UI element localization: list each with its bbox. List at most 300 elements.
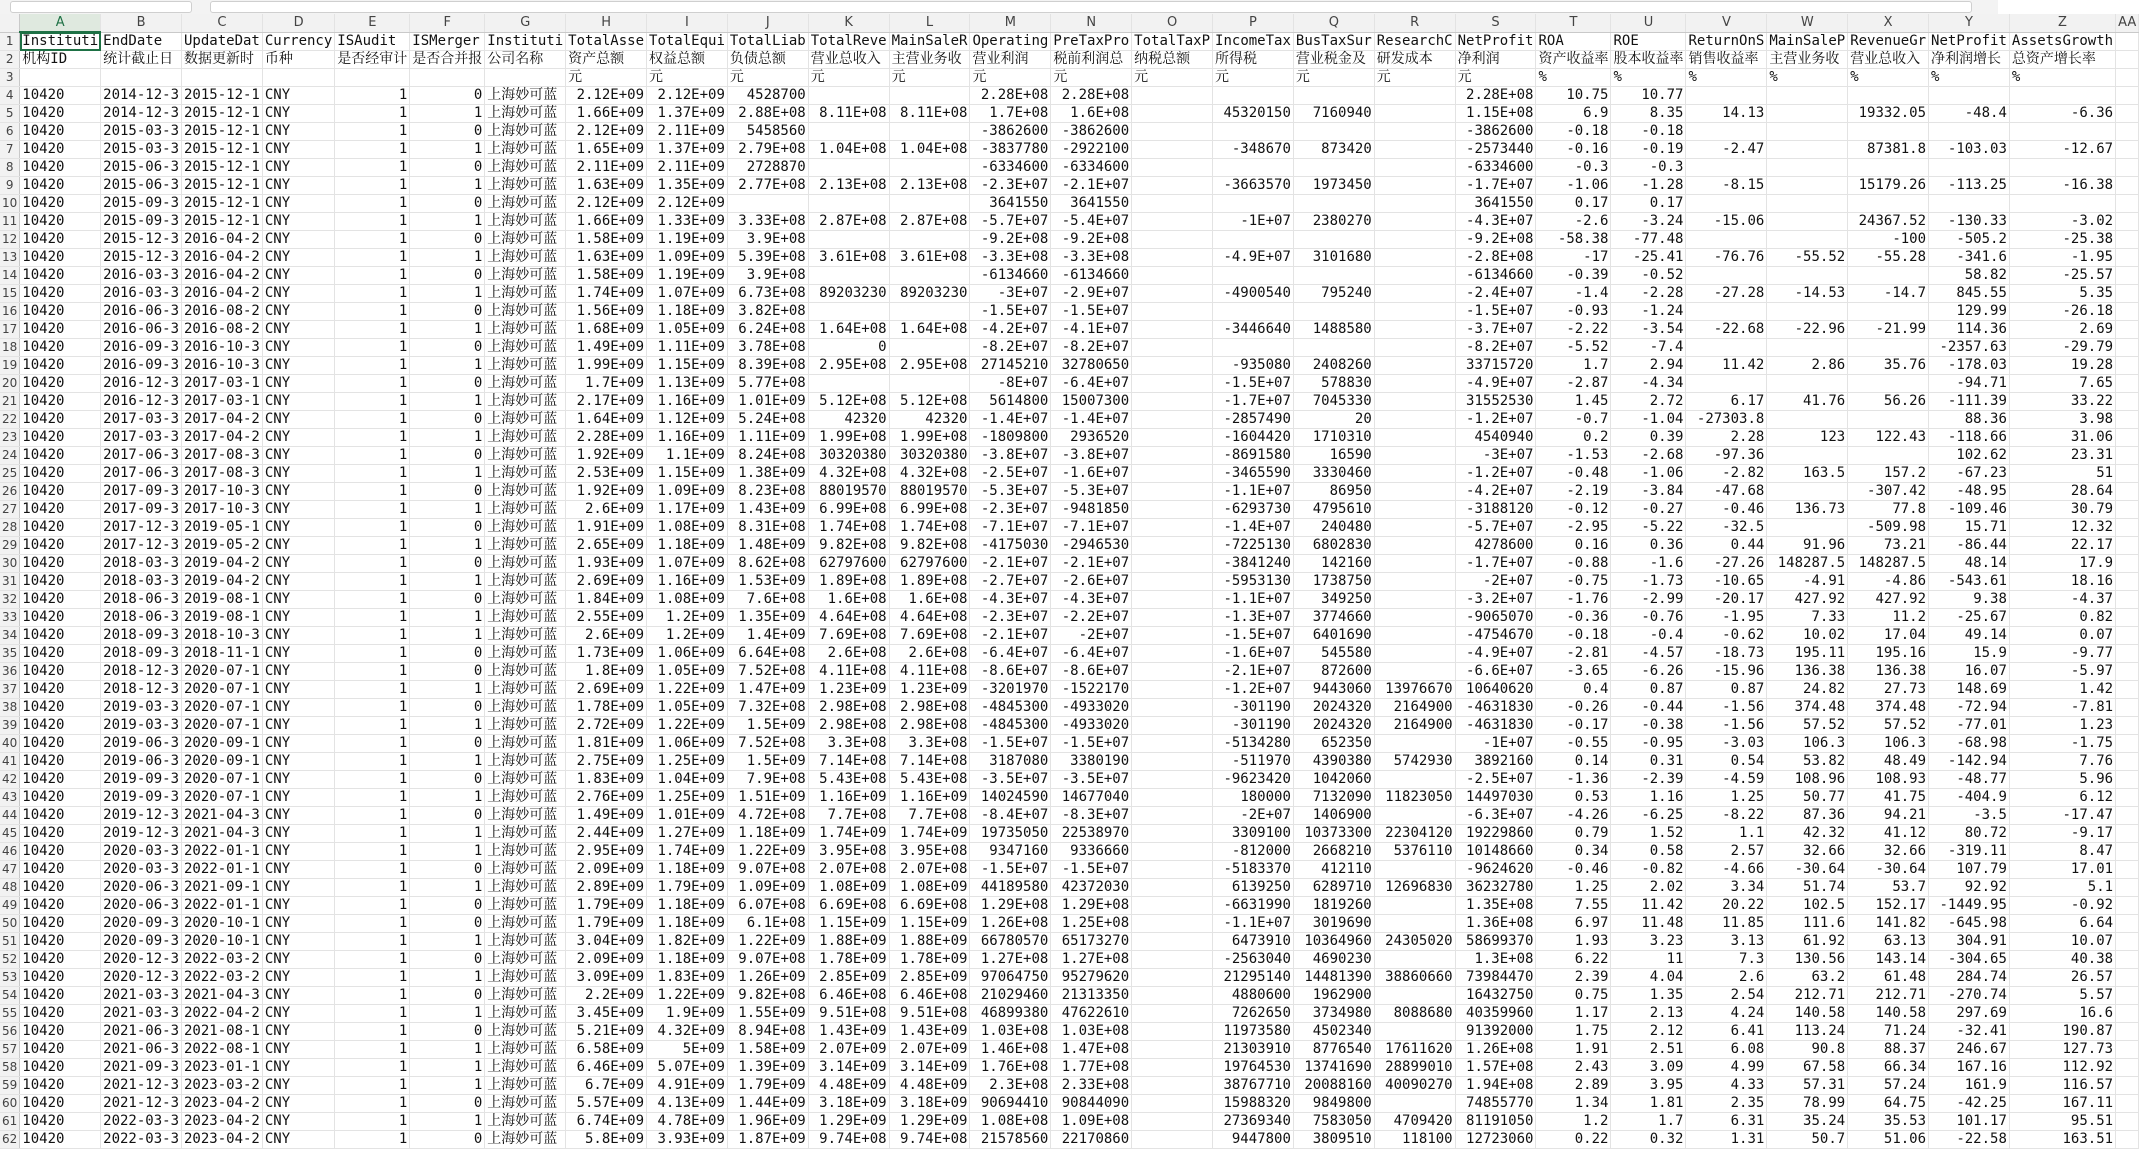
cell[interactable]: 10420 (20, 555, 101, 573)
cell[interactable]: 上海妙可蓝 (485, 663, 566, 681)
cell[interactable]: 2018-03-3 (101, 573, 182, 591)
cell[interactable] (1132, 789, 1213, 807)
cell[interactable]: 10420 (20, 87, 101, 105)
cell[interactable]: -3.3E+08 (1051, 249, 1132, 267)
cell[interactable]: -2.68 (1611, 447, 1686, 465)
cell[interactable]: -3.84 (1611, 483, 1686, 501)
column-header[interactable]: R (1374, 14, 1455, 32)
cell[interactable]: -77.48 (1611, 231, 1686, 249)
cell[interactable]: 2016-12-3 (101, 393, 182, 411)
cell[interactable]: 上海妙可蓝 (485, 123, 566, 141)
cell[interactable]: -4.57 (1611, 645, 1686, 663)
cell[interactable]: 2017-08-3 (182, 447, 263, 465)
cell[interactable]: -1.6 (1611, 555, 1686, 573)
cell[interactable]: 2.28E+08 (970, 87, 1051, 105)
cell[interactable]: 6.1E+08 (727, 915, 808, 933)
cell[interactable]: 上海妙可蓝 (485, 1023, 566, 1041)
cell[interactable]: 上海妙可蓝 (485, 465, 566, 483)
cell[interactable] (1686, 231, 1767, 249)
cell[interactable]: 11.42 (1686, 357, 1767, 375)
cell[interactable]: CNY (262, 969, 334, 987)
cell[interactable]: CNY (262, 357, 334, 375)
cell[interactable]: 3.09 (1611, 1059, 1686, 1077)
cell[interactable]: 5.21E+09 (566, 1023, 647, 1041)
cell[interactable]: 0 (410, 915, 485, 933)
cell[interactable]: -2.39 (1611, 771, 1686, 789)
cell[interactable]: 上海妙可蓝 (485, 627, 566, 645)
cell[interactable]: 上海妙可蓝 (485, 735, 566, 753)
cell[interactable]: 2015-03-3 (101, 123, 182, 141)
cell[interactable] (1374, 645, 1455, 663)
cell[interactable]: 1.7 (1536, 357, 1611, 375)
cell[interactable] (1293, 87, 1374, 105)
cell[interactable]: 652350 (1293, 735, 1374, 753)
cell[interactable]: 1.94E+08 (1455, 1077, 1536, 1095)
cell[interactable]: -4.9E+07 (1455, 375, 1536, 393)
cell[interactable] (1132, 645, 1213, 663)
cell[interactable]: CNY (262, 951, 334, 969)
cell[interactable]: 10420 (20, 1095, 101, 1113)
cell[interactable]: 1.18E+09 (727, 825, 808, 843)
row-header[interactable]: 6 (0, 123, 20, 141)
cell[interactable]: 10420 (20, 1023, 101, 1041)
cell[interactable]: 6.69E+08 (889, 897, 970, 915)
cell[interactable]: 1.25E+08 (1051, 915, 1132, 933)
cell[interactable]: 8.47 (2009, 843, 2115, 861)
cell[interactable]: 币种 (262, 51, 334, 69)
cell[interactable]: 6.17 (1686, 393, 1767, 411)
cell[interactable]: 10364960 (1293, 933, 1374, 951)
cell[interactable] (1132, 1023, 1213, 1041)
cell[interactable]: 7.3 (1686, 951, 1767, 969)
cell[interactable] (2116, 69, 2139, 87)
cell[interactable]: -8.2E+07 (970, 339, 1051, 357)
column-header[interactable]: V (1686, 14, 1767, 32)
cell[interactable] (2009, 195, 2115, 213)
cell[interactable]: 1 (335, 267, 410, 285)
cell[interactable]: -8.2E+07 (1455, 339, 1536, 357)
cell[interactable]: 10420 (20, 1131, 101, 1149)
cell[interactable] (808, 195, 889, 213)
cell[interactable] (2116, 555, 2139, 573)
cell[interactable] (1132, 897, 1213, 915)
cell[interactable] (1132, 933, 1213, 951)
cell[interactable]: 上海妙可蓝 (485, 807, 566, 825)
cell[interactable] (1374, 897, 1455, 915)
cell[interactable] (2116, 1005, 2139, 1023)
cell[interactable]: -4933020 (1051, 717, 1132, 735)
cell[interactable]: -8.15 (1686, 177, 1767, 195)
cell[interactable]: -8.2E+07 (1051, 339, 1132, 357)
cell[interactable] (1374, 771, 1455, 789)
cell[interactable]: 0.17 (1536, 195, 1611, 213)
cell[interactable]: 9849800 (1293, 1095, 1374, 1113)
cell[interactable] (1132, 375, 1213, 393)
cell[interactable]: -0.4 (1611, 627, 1686, 645)
cell[interactable]: 元 (647, 69, 728, 87)
cell[interactable]: 7.69E+08 (889, 627, 970, 645)
cell[interactable]: 元 (727, 69, 808, 87)
cell[interactable]: 1.29E+08 (970, 897, 1051, 915)
cell[interactable]: 2019-09-3 (101, 789, 182, 807)
cell[interactable]: 2.89E+09 (566, 879, 647, 897)
cell[interactable]: 11.48 (1611, 915, 1686, 933)
cell[interactable]: 统计截止日 (101, 51, 182, 69)
cell[interactable]: 114.36 (1929, 321, 2010, 339)
cell[interactable]: 2.09E+09 (566, 951, 647, 969)
cell[interactable] (182, 69, 263, 87)
cell[interactable]: 7.14E+08 (808, 753, 889, 771)
cell[interactable]: 1.83E+09 (647, 969, 728, 987)
cell[interactable]: 上海妙可蓝 (485, 501, 566, 519)
cell[interactable]: -3201970 (970, 681, 1051, 699)
cell[interactable]: 上海妙可蓝 (485, 357, 566, 375)
cell[interactable]: -20.17 (1686, 591, 1767, 609)
cell[interactable] (1848, 375, 1929, 393)
cell[interactable]: 27369340 (1213, 1113, 1294, 1131)
cell[interactable] (1374, 591, 1455, 609)
cell[interactable]: -142.94 (1929, 753, 2010, 771)
cell[interactable]: -2.6 (1536, 213, 1611, 231)
cell[interactable]: -0.52 (1611, 267, 1686, 285)
cell[interactable]: 1.09E+09 (647, 483, 728, 501)
cell[interactable] (2116, 807, 2139, 825)
cell[interactable]: 1 (335, 105, 410, 123)
cell[interactable] (2116, 519, 2139, 537)
row-header[interactable]: 31 (0, 573, 20, 591)
cell[interactable]: 113.24 (1767, 1023, 1848, 1041)
cell[interactable] (1686, 159, 1767, 177)
cell[interactable]: 10420 (20, 807, 101, 825)
row-header[interactable]: 7 (0, 141, 20, 159)
cell[interactable]: -543.61 (1929, 573, 2010, 591)
cell[interactable] (2116, 879, 2139, 897)
cell[interactable] (1132, 735, 1213, 753)
cell[interactable] (2116, 753, 2139, 771)
cell[interactable]: CNY (262, 141, 334, 159)
cell[interactable]: -3.2E+07 (1455, 591, 1536, 609)
cell[interactable]: 2022-03-3 (101, 1131, 182, 1149)
cell[interactable]: 7160940 (1293, 105, 1374, 123)
cell[interactable]: -9.77 (2009, 645, 2115, 663)
cell[interactable]: 0 (410, 699, 485, 717)
cell[interactable]: CNY (262, 303, 334, 321)
cell[interactable]: 10420 (20, 1113, 101, 1131)
cell[interactable]: 12.32 (2009, 519, 2115, 537)
cell[interactable]: -4933020 (1051, 699, 1132, 717)
cell[interactable] (1374, 1023, 1455, 1041)
cell[interactable]: CNY (262, 537, 334, 555)
row-header[interactable]: 22 (0, 411, 20, 429)
cell[interactable] (889, 303, 970, 321)
cell[interactable]: 1 (335, 231, 410, 249)
cell[interactable]: 2017-03-1 (182, 393, 263, 411)
cell[interactable]: 营业总收入 (808, 51, 889, 69)
cell[interactable]: CNY (262, 483, 334, 501)
cell[interactable]: 10420 (20, 141, 101, 159)
cell[interactable]: Instituti (20, 32, 101, 51)
cell[interactable]: 1.78E+09 (808, 951, 889, 969)
cell[interactable] (1374, 465, 1455, 483)
cell[interactable]: -1.2E+07 (1213, 681, 1294, 699)
cell[interactable]: -6.4E+07 (1051, 645, 1132, 663)
cell[interactable]: 2022-03-3 (101, 1113, 182, 1131)
cell[interactable]: 1.36E+08 (1455, 915, 1536, 933)
cell[interactable]: 上海妙可蓝 (485, 267, 566, 285)
cell[interactable] (1132, 429, 1213, 447)
cell[interactable]: CNY (262, 411, 334, 429)
cell[interactable]: 1.07E+09 (647, 285, 728, 303)
cell[interactable]: 2015-12-1 (182, 177, 263, 195)
cell[interactable]: 21313350 (1051, 987, 1132, 1005)
cell[interactable]: 1.5E+09 (727, 753, 808, 771)
cell[interactable]: 9.82E+08 (889, 537, 970, 555)
cell[interactable]: 57.31 (1767, 1077, 1848, 1095)
cell[interactable]: 4.32E+09 (647, 1023, 728, 1041)
cell[interactable]: 1.4E+09 (727, 627, 808, 645)
cell[interactable]: 1.11E+09 (647, 339, 728, 357)
cell[interactable]: -2.87 (1536, 375, 1611, 393)
cell[interactable]: 1 (335, 87, 410, 105)
cell[interactable]: 95.51 (2009, 1113, 2115, 1131)
cell[interactable]: 1.27E+08 (970, 951, 1051, 969)
column-header[interactable]: X (1848, 14, 1929, 32)
cell[interactable] (889, 159, 970, 177)
cell[interactable]: 89203230 (889, 285, 970, 303)
cell[interactable]: -97.36 (1686, 447, 1767, 465)
cell[interactable]: 1 (410, 609, 485, 627)
column-header[interactable]: B (101, 14, 182, 32)
cell[interactable]: 2019-04-2 (182, 555, 263, 573)
cell[interactable]: 10420 (20, 861, 101, 879)
cell[interactable] (2116, 681, 2139, 699)
cell[interactable]: 1738750 (1293, 573, 1374, 591)
cell[interactable]: 2019-05-2 (182, 537, 263, 555)
cell[interactable] (1132, 1005, 1213, 1023)
row-header[interactable]: 24 (0, 447, 20, 465)
cell[interactable]: 9443060 (1293, 681, 1374, 699)
cell[interactable]: 2019-04-2 (182, 573, 263, 591)
cell[interactable]: 1.18E+09 (647, 915, 728, 933)
cell[interactable]: 2020-07-1 (182, 717, 263, 735)
cell[interactable]: -0.17 (1536, 717, 1611, 735)
cell[interactable] (1374, 393, 1455, 411)
cell[interactable]: 61.48 (1848, 969, 1929, 987)
cell[interactable]: 2.43 (1536, 1059, 1611, 1077)
cell[interactable]: -9.2E+08 (1051, 231, 1132, 249)
cell[interactable]: 1.74E+09 (808, 825, 889, 843)
cell[interactable]: -0.3 (1611, 159, 1686, 177)
name-box[interactable] (10, 1, 192, 13)
cell[interactable]: -511970 (1213, 753, 1294, 771)
cell[interactable]: 0.79 (1536, 825, 1611, 843)
cell[interactable]: 0 (410, 303, 485, 321)
cell[interactable] (1293, 267, 1374, 285)
cell[interactable]: CNY (262, 1005, 334, 1023)
cell[interactable]: 0 (410, 447, 485, 465)
cell[interactable]: 106.3 (1767, 735, 1848, 753)
cell[interactable] (2116, 771, 2139, 789)
cell[interactable]: 2.94 (1611, 357, 1686, 375)
cell[interactable]: -9624620 (1455, 861, 1536, 879)
cell[interactable]: -0.12 (1536, 501, 1611, 519)
cell[interactable]: -0.36 (1536, 609, 1611, 627)
row-header[interactable]: 9 (0, 177, 20, 195)
cell[interactable]: 1 (335, 465, 410, 483)
cell[interactable]: 3892160 (1455, 753, 1536, 771)
cell[interactable]: 2023-04-2 (182, 1113, 263, 1131)
cell[interactable]: 2.2E+09 (566, 987, 647, 1005)
cell[interactable]: -2.3E+07 (970, 501, 1051, 519)
cell[interactable]: 6.64 (2009, 915, 2115, 933)
cell[interactable]: 1.05E+09 (647, 321, 728, 339)
cell[interactable]: 1.17E+09 (647, 501, 728, 519)
cell[interactable]: -5.7E+07 (1455, 519, 1536, 537)
cell[interactable]: 1.64E+09 (566, 411, 647, 429)
cell[interactable]: -3.3E+08 (970, 249, 1051, 267)
cell[interactable]: 1973450 (1293, 177, 1374, 195)
cell[interactable]: 90.8 (1767, 1041, 1848, 1059)
cell[interactable]: -5.3E+07 (1051, 483, 1132, 501)
cell[interactable]: CNY (262, 825, 334, 843)
cell[interactable]: 15988320 (1213, 1095, 1294, 1113)
cell[interactable] (1686, 195, 1767, 213)
cell[interactable]: 180000 (1213, 789, 1294, 807)
cell[interactable]: 14677040 (1051, 789, 1132, 807)
cell[interactable]: 7.65 (2009, 375, 2115, 393)
row-header[interactable]: 59 (0, 1077, 20, 1095)
cell[interactable]: % (1686, 69, 1767, 87)
cell[interactable]: 1 (335, 1041, 410, 1059)
cell[interactable]: 1.16E+09 (808, 789, 889, 807)
cell[interactable]: 167.16 (1929, 1059, 2010, 1077)
cell[interactable]: 1 (335, 537, 410, 555)
cell[interactable]: 56.26 (1848, 393, 1929, 411)
row-header[interactable]: 52 (0, 951, 20, 969)
cell[interactable]: 1.08E+09 (808, 879, 889, 897)
cell[interactable]: 195.16 (1848, 645, 1929, 663)
cell[interactable]: CNY (262, 195, 334, 213)
cell[interactable] (2116, 699, 2139, 717)
cell[interactable]: % (1929, 69, 2010, 87)
cell[interactable]: 47622610 (1051, 1005, 1132, 1023)
cell[interactable]: 4.72E+08 (727, 807, 808, 825)
cell[interactable]: 78.99 (1767, 1095, 1848, 1113)
cell[interactable] (1686, 123, 1767, 141)
cell[interactable] (1132, 951, 1213, 969)
cell[interactable] (1374, 213, 1455, 231)
cell[interactable]: 6139250 (1213, 879, 1294, 897)
cell[interactable] (1374, 285, 1455, 303)
cell[interactable]: 0 (410, 1131, 485, 1149)
cell[interactable] (1213, 339, 1294, 357)
cell[interactable] (1374, 1095, 1455, 1113)
cell[interactable]: 19.28 (2009, 357, 2115, 375)
cell[interactable]: 上海妙可蓝 (485, 249, 566, 267)
cell[interactable]: 4.32E+08 (808, 465, 889, 483)
cell[interactable]: 2016-03-3 (101, 267, 182, 285)
cell[interactable]: -2.1E+07 (1051, 177, 1132, 195)
cell[interactable]: 上海妙可蓝 (485, 375, 566, 393)
cell[interactable]: -9065070 (1455, 609, 1536, 627)
cell[interactable]: 141.82 (1848, 915, 1929, 933)
cell[interactable] (1293, 123, 1374, 141)
cell[interactable]: CNY (262, 465, 334, 483)
cell[interactable]: 10640620 (1455, 681, 1536, 699)
cell[interactable]: 427.92 (1848, 591, 1929, 609)
cell[interactable]: 1.79E+09 (566, 897, 647, 915)
cell[interactable]: 上海妙可蓝 (485, 825, 566, 843)
cell[interactable]: -0.38 (1611, 717, 1686, 735)
cell[interactable]: 1.06E+09 (647, 735, 728, 753)
cell[interactable] (1929, 123, 2010, 141)
cell[interactable]: 2015-09-3 (101, 213, 182, 231)
cell[interactable]: -5.3E+07 (970, 483, 1051, 501)
cell[interactable]: 10420 (20, 627, 101, 645)
cell[interactable]: 10420 (20, 591, 101, 609)
cell[interactable]: 5.57 (2009, 987, 2115, 1005)
cell[interactable]: -1E+07 (1213, 213, 1294, 231)
cell[interactable]: 2.72E+09 (566, 717, 647, 735)
row-header[interactable]: 44 (0, 807, 20, 825)
cell[interactable]: % (1848, 69, 1929, 87)
cell[interactable]: 152.17 (1848, 897, 1929, 915)
cell[interactable]: -0.3 (1536, 159, 1611, 177)
cell[interactable]: 2022-04-2 (182, 1005, 263, 1023)
cell[interactable]: 2021-06-3 (101, 1041, 182, 1059)
cell[interactable]: 10420 (20, 609, 101, 627)
cell[interactable] (1374, 573, 1455, 591)
cell[interactable]: -3465590 (1213, 465, 1294, 483)
cell[interactable]: 1 (335, 897, 410, 915)
cell[interactable]: -6134660 (1051, 267, 1132, 285)
cell[interactable]: 1 (410, 933, 485, 951)
cell[interactable]: 2018-03-3 (101, 555, 182, 573)
cell[interactable]: 91392000 (1455, 1023, 1536, 1041)
cell[interactable]: 246.67 (1929, 1041, 2010, 1059)
cell[interactable]: -3841240 (1213, 555, 1294, 573)
cell[interactable]: 7583050 (1293, 1113, 1374, 1131)
cell[interactable]: 86950 (1293, 483, 1374, 501)
cell[interactable]: 1.39E+09 (727, 1059, 808, 1077)
cell[interactable] (2116, 447, 2139, 465)
cell[interactable]: -2.19 (1536, 483, 1611, 501)
cell[interactable] (2116, 159, 2139, 177)
cell[interactable]: 73984470 (1455, 969, 1536, 987)
cell[interactable]: 163.51 (2009, 1131, 2115, 1149)
cell[interactable] (1132, 303, 1213, 321)
cell[interactable]: 80.72 (1929, 825, 2010, 843)
cell[interactable]: 1.64E+08 (889, 321, 970, 339)
cell[interactable]: 3.3E+08 (889, 735, 970, 753)
cell[interactable]: 4.91E+09 (647, 1077, 728, 1095)
cell[interactable]: 1.89E+08 (808, 573, 889, 591)
cell[interactable] (1767, 123, 1848, 141)
row-header[interactable]: 54 (0, 987, 20, 1005)
cell[interactable]: 2015-12-1 (182, 105, 263, 123)
cell[interactable]: 1.44E+09 (727, 1095, 808, 1113)
cell[interactable]: 2.85E+09 (889, 969, 970, 987)
cell[interactable]: 22.17 (2009, 537, 2115, 555)
cell[interactable]: 1.49E+09 (566, 807, 647, 825)
row-header[interactable]: 47 (0, 861, 20, 879)
cell[interactable]: -1.53 (1536, 447, 1611, 465)
cell[interactable]: 10420 (20, 159, 101, 177)
cell[interactable]: 10420 (20, 321, 101, 339)
cell[interactable]: -4631830 (1455, 717, 1536, 735)
row-header[interactable]: 34 (0, 627, 20, 645)
row-header[interactable]: 57 (0, 1041, 20, 1059)
